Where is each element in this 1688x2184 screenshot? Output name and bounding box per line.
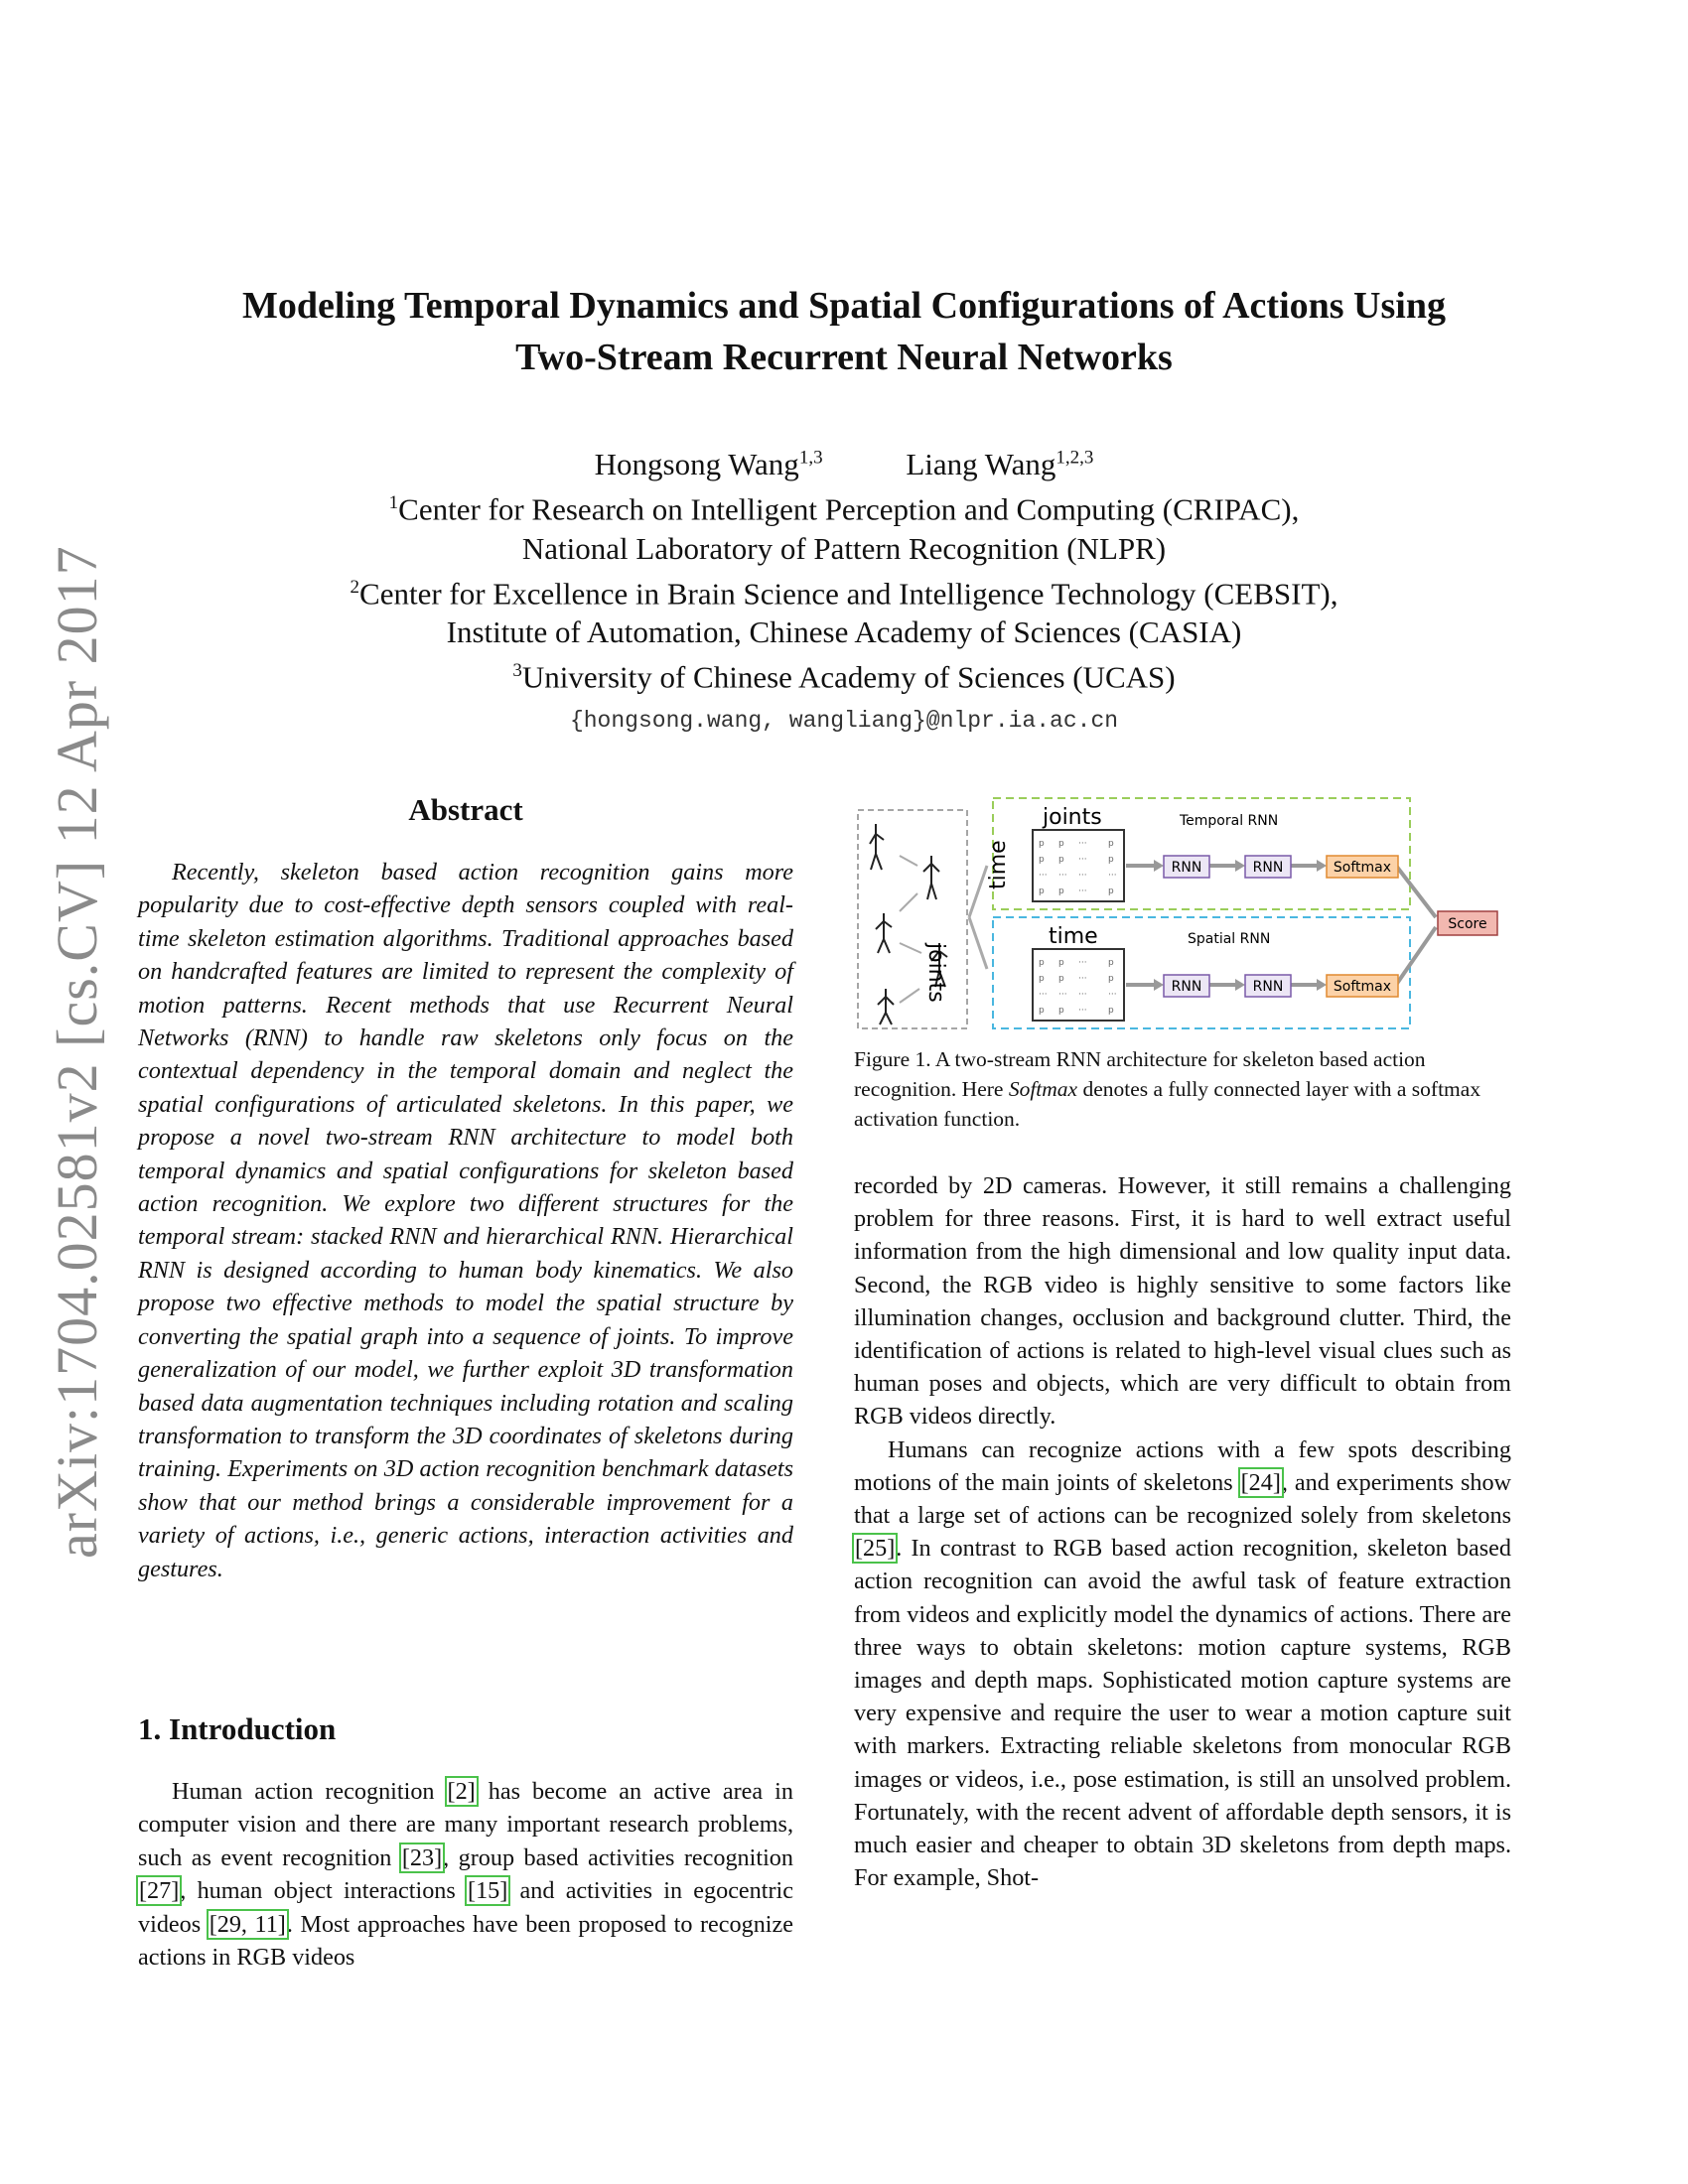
svg-text:···: ··· — [1108, 990, 1117, 1000]
introduction-body: Human action recognition [2] has become an active area in computer vision and there are many important research problems, such as event recognition [23], group based activities recognition [27], human object interactions [15] and activities in egocentric videos [29, 11]. Most approaches have been proposed to recognize actions in RGB videos — [138, 1778, 793, 1972]
abstract-body: Recently, skeleton based action recognition gains more popularity due to cost-effective depth sensors coupled with real-time skeleton estimation algorithms. Traditional approaches based on handcrafted features are limited to represent the complexity of motion patterns. Recent methods that use Recurrent Neural Networks (RNN) to handle raw skeletons only focus on the contextual dependency in the temporal domain and neglect the spatial configurations of articulated skeletons. In this paper, we propose a novel two-stream RNN architecture to model both temporal dynamics and spatial configurations for skeleton based action recognition. We explore two different structures for the temporal stream: stacked RNN and hierarchical RNN. Hierarchical RNN is designed according to human body kinematics. We also propose two effective methods to model the spatial structure by converting the spatial graph into a sequence of joints. To improve generalization of our model, we further exploit 3D transformation based data augmentation techniques including rotation and scaling transformation to transform the 3D coordinates of skeletons during training. Experiments on 3D action recognition benchmark datasets show that our method brings a considerable improvement for a variety of actions, i.e., generic actions, interaction activities and gestures. — [138, 859, 793, 1582]
author-1: Hongsong Wang$^{1,3}$ — [594, 447, 823, 482]
svg-text:p: p — [1058, 958, 1064, 968]
svg-text:p: p — [1039, 887, 1045, 896]
citation-link[interactable]: [23] — [401, 1843, 443, 1871]
affiliation-1-cont: National Laboratory of Pattern Recognition (NLPR) — [521, 530, 1167, 566]
affiliation-2: $^2$Center for Excellence in Brain Science and Intelligence Technology (CEBSIT), — [350, 575, 1338, 611]
svg-text:RNN: RNN — [1171, 860, 1202, 876]
introduction-heading: 1. Introduction — [138, 1711, 337, 1746]
svg-text:Softmax: Softmax — [1333, 860, 1392, 876]
svg-text:p: p — [1108, 839, 1114, 849]
svg-text:···: ··· — [1078, 1006, 1087, 1016]
svg-text:p: p — [1108, 855, 1114, 865]
svg-text:p: p — [1039, 958, 1045, 968]
citation-link[interactable]: [2] — [447, 1778, 476, 1805]
temporal-rnn-label: Temporal RNN — [1180, 813, 1279, 829]
svg-text:p: p — [1058, 974, 1064, 984]
svg-text:···: ··· — [1039, 990, 1048, 1000]
right-column-body — [854, 1169, 1511, 1894]
svg-text:RNN: RNN — [1171, 979, 1202, 995]
affiliation-1: $^1$Center for Research on Intelligent Perception and Computing (CRIPAC), — [388, 491, 1300, 527]
joints-label-bottom: joints — [923, 943, 948, 1003]
svg-text:Softmax: Softmax — [1333, 979, 1392, 995]
spatial-rnn-2 — [1245, 975, 1291, 997]
citation-link[interactable]: [25] — [855, 1535, 896, 1563]
paper-title — [149, 280, 1539, 383]
spatial-softmax — [1327, 975, 1398, 997]
svg-text:···: ··· — [1078, 871, 1087, 881]
abstract-heading: Abstract — [408, 792, 523, 827]
author-email[interactable]: {hongsong.wang, wangliang}@nlpr.ia.ac.cn — [569, 708, 1119, 735]
svg-text:···: ··· — [1078, 990, 1087, 1000]
citation-link[interactable]: [29, 11] — [209, 1910, 286, 1938]
skeleton-sequence-panel — [858, 810, 967, 1028]
author-2: Liang Wang$^{1,2,3}$ — [906, 447, 1094, 482]
citation-link[interactable]: [15] — [468, 1877, 508, 1905]
svg-text:p: p — [1039, 855, 1045, 865]
spatial-rnn-label: Spatial RNN — [1188, 931, 1271, 947]
svg-text:Score: Score — [1448, 916, 1487, 932]
svg-text:···: ··· — [1078, 839, 1087, 849]
spatial-rnn-1 — [1164, 975, 1209, 997]
svg-text:p: p — [1108, 974, 1114, 984]
svg-text:RNN: RNN — [1252, 979, 1284, 995]
svg-text:···: ··· — [1078, 855, 1087, 865]
svg-text:···: ··· — [1078, 887, 1087, 896]
svg-text:···: ··· — [1078, 958, 1087, 968]
author-block — [149, 439, 1539, 741]
svg-text:p: p — [1039, 1006, 1045, 1016]
affiliation-3: $^3$University of Chinese Academy of Sciences (UCAS) — [512, 659, 1176, 695]
title-line-1: Modeling Temporal Dynamics and Spatial Configurations of Actions Using — [242, 285, 1446, 327]
author-names — [149, 439, 1539, 483]
temporal-softmax — [1327, 856, 1398, 878]
svg-text:p: p — [1108, 1006, 1114, 1016]
svg-text:p: p — [1039, 974, 1045, 984]
svg-text:p: p — [1058, 855, 1064, 865]
svg-text:···: ··· — [1058, 871, 1067, 881]
paragraph: Humans can recognize actions with a few spots describing motions of the main joints of skeletons [24], and experiments show that a large set of actions can be recognized solely from skeletons [25]. In contrast to RGB based action recognition, skeleton based action recognition can avoid the awful task of feature extraction from videos and explicitly model the dynamics of actions. There are three ways to obtain skeletons: motion capture systems, RGB images and depth maps. Sophisticated motion capture systems are very expensive and require the user to wear a motion capture suit with markers. Extracting reliable skeletons from monocular RGB images or videos, i.e., pose estimation, is still an unsolved problem. Fortunately, with the recent advent of affordable depth sensors, it is much easier and cheaper to obtain 3D skeletons from depth maps. For example, Shot- — [854, 1435, 1512, 1892]
svg-text:···: ··· — [1108, 871, 1117, 881]
temporal-rnn-1 — [1164, 856, 1209, 878]
svg-text:p: p — [1108, 887, 1114, 896]
time-label-bottom: time — [1049, 924, 1098, 949]
svg-text:p: p — [1058, 839, 1064, 849]
svg-text:···: ··· — [1039, 871, 1048, 881]
joints-label-top: joints — [1043, 805, 1102, 830]
svg-text:p: p — [1039, 839, 1045, 849]
affiliation-2-cont: Institute of Automation, Chinese Academy of Sciences (CASIA) — [446, 614, 1242, 649]
architecture-figure — [854, 794, 1501, 1038]
svg-text:RNN: RNN — [1252, 860, 1284, 876]
svg-text:···: ··· — [1078, 974, 1087, 984]
svg-text:p: p — [1058, 887, 1064, 896]
citation-link[interactable]: [27] — [139, 1877, 180, 1905]
title-line-2: Two-Stream Recurrent Neural Networks — [515, 337, 1173, 378]
score-box — [1438, 911, 1497, 935]
svg-text:p: p — [1058, 1006, 1064, 1016]
figure-caption: Figure 1. A two-stream RNN architecture for skeleton based action recognition. Here Softmax denotes a fully connected layer with a softmax activation function. — [854, 1047, 1481, 1131]
svg-text:p: p — [1108, 958, 1114, 968]
paragraph: recorded by 2D cameras. However, it still remains a challenging problem for three reasons. First, it is hard to well extract useful information from the high dimensional and low quality input data. Second, the RGB video is highly sensitive to some factors like illumination changes, occlusion and background clutter. Third, the identification of actions is related to high-level visual clues such as human poses and objects, which are very difficult to obtain from RGB videos directly. — [854, 1172, 1511, 1431]
time-label-top: time — [986, 840, 1011, 889]
citation-link[interactable]: [24] — [1240, 1468, 1281, 1496]
arxiv-identifier-stamp: arXiv:1704.02581v2 [cs.CV] 12 Apr 2017 — [45, 545, 109, 1559]
svg-text:···: ··· — [1058, 990, 1067, 1000]
temporal-rnn-2 — [1245, 856, 1291, 878]
